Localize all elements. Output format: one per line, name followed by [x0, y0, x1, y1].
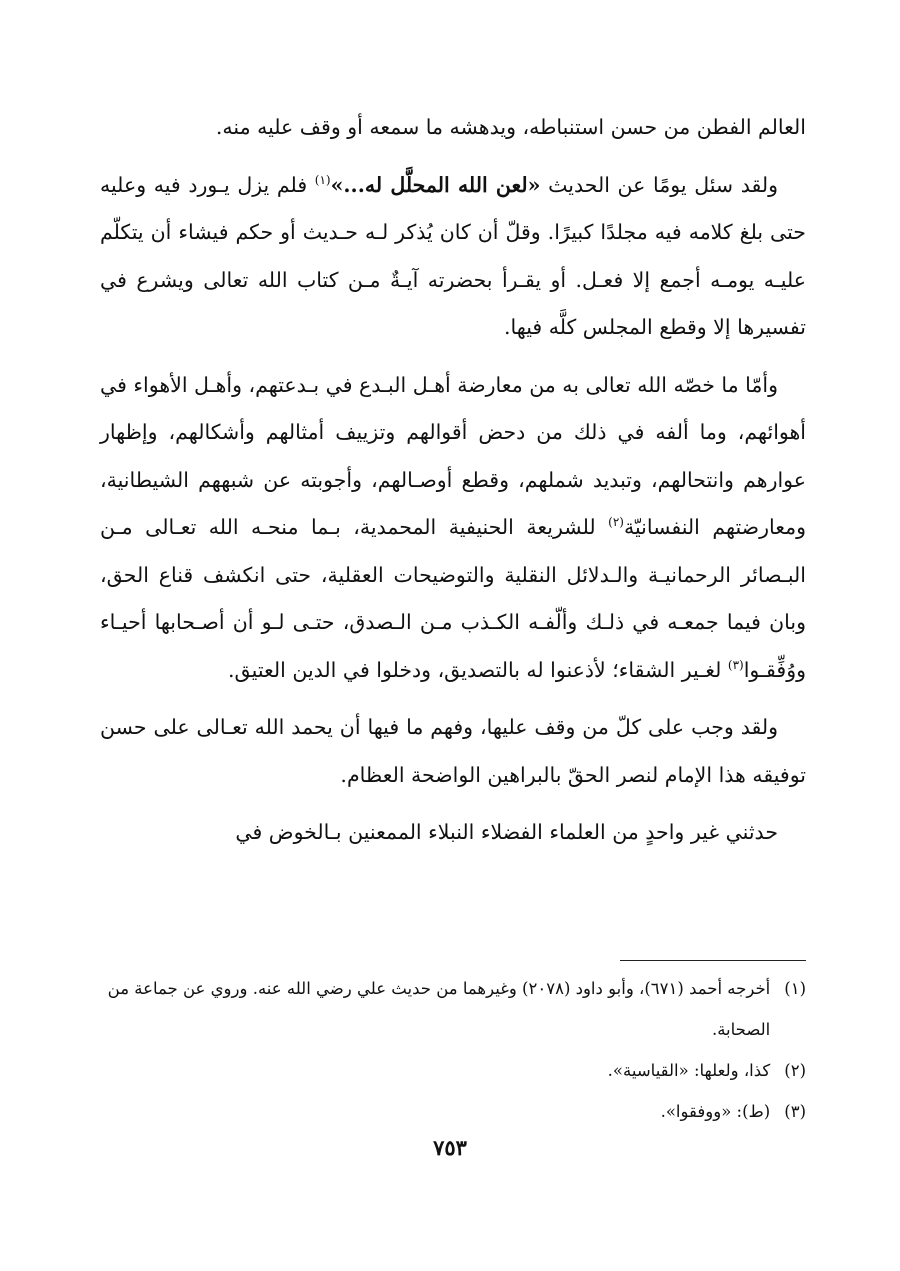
footnote-ref-3[interactable]: (٣) [727, 657, 744, 672]
footnote-ref-2[interactable]: (٢) [608, 515, 624, 530]
paragraph-2-after: فلم يزل يـورد فيه وعليه حتى بلغ كلامه فيه مجلدًا كبيرًا. وقلّ أن كان يُذكر لـه حـديث أو حكم فيشاء أن يتكلّم عليـه يومـه أجمع إلا فعـل. أو يقـرأ بحضرته آيـةٌ مـن كتاب الله تعالى ويشرع في تفسيرها إلا وقطع المجلس كلَّه فيها. [100, 172, 806, 339]
footnote-number: (٣) [784, 1102, 806, 1121]
footnote-text: كذا، ولعلها: «القياسية». [607, 1061, 771, 1080]
footnote-3 [100, 1091, 806, 1132]
paragraph-2-before: ولقد سئل يومًا عن الحديث [540, 172, 779, 197]
footnote-2 [100, 1050, 806, 1091]
footnote-number: (١) [784, 979, 806, 998]
main-text [100, 104, 806, 857]
paragraph-1: العالم الفطن من حسن استنباطه، ويدهشه ما سمعه أو وقف عليه منه. [215, 115, 806, 139]
page-number: ٧٥٣ [433, 1135, 467, 1160]
paragraph-5: حدثني غير واحدٍ من العلماء الفضلاء النبلاء الممعنين بـالخوض في [235, 820, 778, 844]
footnote-text: (ط): «ووفقوا». [660, 1102, 771, 1121]
footnote-text: أخرجه أحمد (٦٧١)، وأبو داود (٢٠٧٨) وغيرهما من حديث علي رضي الله عنه. وروي عن جماعة من الصحابة. [107, 979, 771, 1039]
footnote-divider [620, 960, 806, 961]
paragraph-2 [100, 162, 806, 352]
footnote-ref-1[interactable]: (١) [314, 172, 331, 187]
footnote-1 [100, 968, 806, 1050]
paragraph-4: ولقد وجب على كلّ من وقف عليها، وفهم ما فيها أن يحمد الله تعـالى على حسن توفيقه هذا الإمام لنصر الحقّ بالبراهين الواضحة العظام. [100, 715, 806, 787]
paragraph-3-after: لغـير الشقاء؛ لأذعنوا له بالتصديق، ودخلوا في الدين العتيق. [228, 657, 728, 682]
hadith-quote: «لعن الله المحلَّل له...» [330, 172, 541, 197]
footnote-number: (٢) [784, 1061, 806, 1080]
paragraph-3-before: وأمّا ما خصّه الله تعالى به من معارضة أهـل البـدع في بـدعتهم، وأهـل الأهواء في أهوائهم، وما ألفه في ذلك من دحض أقوالهم وتزييف أمثالهم وأشكالهم، وإظهار عوارهم وانتحالهم، وتبديد شملهم، وقطع أوصـالهم، وأجوبته عن شبههم الشيطانية، ومعارضتهم النفسانيّة [100, 372, 806, 539]
footnotes [100, 968, 806, 1132]
paragraph-3-middle: للشريعة الحنيفية المحمدية، بـما منحـه الله تعـالى مـن البـصائر الرحمانيـة والـدلائل النقلية والتوضيحات العقلية، حتى انكشف قناع الحق، وبان فيما جمعـه في ذلـك وألّفـه الكـذب مـن الـصدق، حتـى لـو أن أصـحابها أحيـاء ووُفِّقـوا [100, 515, 806, 682]
paragraph-3 [100, 362, 806, 695]
